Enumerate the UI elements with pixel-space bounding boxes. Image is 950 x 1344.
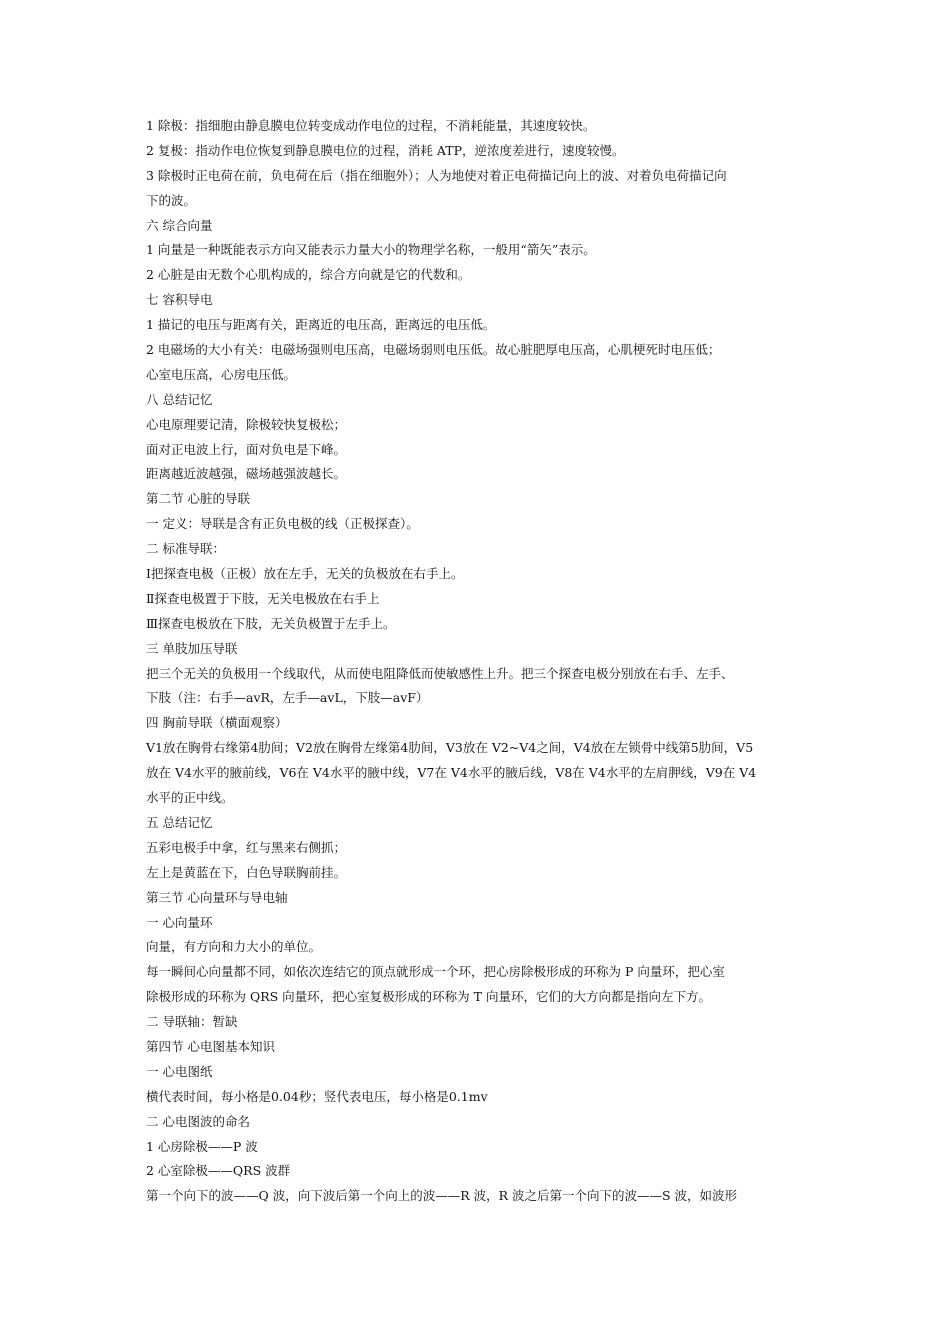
text-line: 下肢（注：右手—avR，左手—avL，下肢—avF） [146,690,429,706]
text-line: Ⅱ探查电极置于下肢，无关电极放在右手上 [146,590,380,606]
text-line: V1放在胸骨右缘第4肋间；V2放在胸骨左缘第4肋间，V3放在 V2~V4之间，V4放在左锁骨中线第5肋间，V5 [146,740,754,756]
text-line: Ⅰ把探查电极（正极）放在左手，无关的负极放在右手上。 [146,566,464,582]
section-heading: 四 胸前导联（横面观察） [146,715,288,731]
text-line: 除极形成的环称为 QRS 向量环，把心室复极形成的环称为 T 向量环，它们的大方向都是指向左下方。 [146,989,711,1005]
chapter-heading: 第三节 心向量环与导电轴 [146,889,288,905]
text-line: 2 电磁场的大小有关：电磁场强则电压高，电磁场弱则电压低。故心脏肥厚电压高，心肌梗死时电压低； [146,342,721,358]
text-line: 1 心房除极——P 波 [146,1138,258,1154]
text-line: 2 心室除极——QRS 波群 [146,1163,291,1179]
text-line: 心电原理要记清，除极较快复极松； [146,416,347,432]
section-heading: 一 心向量环 [146,914,213,930]
text-line: 1 向量是一种既能表示方向又能表示力量大小的物理学名称，一般用“箭矢”表示。 [146,242,596,258]
section-heading: 三 单肢加压导联 [146,640,238,656]
text-line: Ⅲ探查电极放在下肢，无关负极置于左手上。 [146,615,396,631]
text-line: 第一个向下的波——Q 波，向下波后第一个向上的波——R 波，R 波之后第一个向下的波——S 波，如波形 [146,1188,738,1204]
section-heading: 二 心电图波的命名 [146,1113,250,1129]
text-line: 距离越近波越强，磁场越强波越长。 [146,466,347,482]
text-line: 左上是黄蓝在下，白色导联胸前挂。 [146,864,347,880]
text-line: 3 除极时正电荷在前，负电荷在后（指在细胞外）；人为地使对着正电荷描记向上的波、对着负电荷描记向 [146,167,727,183]
section-heading: 五 总结记忆 [146,814,213,830]
text-line: 向量，有方向和力大小的单位。 [146,939,322,955]
text-line: 横代表时间，每小格是0.04秒；竖代表电压，每小格是0.1mv [146,1088,488,1104]
text-line: 一 定义：导联是含有正负电极的线（正极探查）。 [146,516,419,532]
section-heading: 二 标准导联： [146,541,225,557]
chapter-heading: 第四节 心电图基本知识 [146,1038,275,1054]
text-line: 五彩电极手中拿，红与黑来右侧抓； [146,839,347,855]
text-line: 面对正电波上行，面对负电是下峰。 [146,441,347,457]
document-body [146,114,810,1209]
text-line: 放在 V4水平的腋前线，V6在 V4水平的腋中线，V7在 V4水平的腋后线，V8在 V4水平的左肩胛线，V9在 V4 [146,765,757,781]
text-line: 每一瞬间心向量都不同，如依次连结它的顶点就形成一个环，把心房除极形成的环称为 P 向量环，把心室 [146,964,725,980]
section-heading: 七 容积导电 [146,292,213,308]
text-line: 水平的正中线。 [146,790,234,806]
text-line: 2 复极：指动作电位恢复到静息膜电位的过程，消耗 ATP，逆浓度差进行，速度较慢。 [146,142,625,158]
section-heading: 六 综合向量 [146,217,213,233]
text-line: 下的波。 [146,192,197,208]
text-line: 1 除极：指细胞由静息膜电位转变成动作电位的过程，不消耗能量，其速度较快。 [146,118,596,133]
chapter-heading: 第二节 心脏的导联 [146,491,250,507]
text-line: 把三个无关的负极用一个线取代，从而使电阻降低而使敏感性上升。把三个探查电极分别放在右手、左手、 [146,665,734,681]
section-heading: 一 心电图纸 [146,1063,213,1079]
section-heading: 二 导联轴：暂缺 [146,1014,238,1030]
text-line: 心室电压高，心房电压低。 [146,366,297,382]
text-line: 1 描记的电压与距离有关，距离近的电压高，距离远的电压低。 [146,317,496,333]
section-heading: 八 总结记忆 [146,391,213,407]
text-line: 2 心脏是由无数个心肌构成的，综合方向就是它的代数和。 [146,267,471,283]
